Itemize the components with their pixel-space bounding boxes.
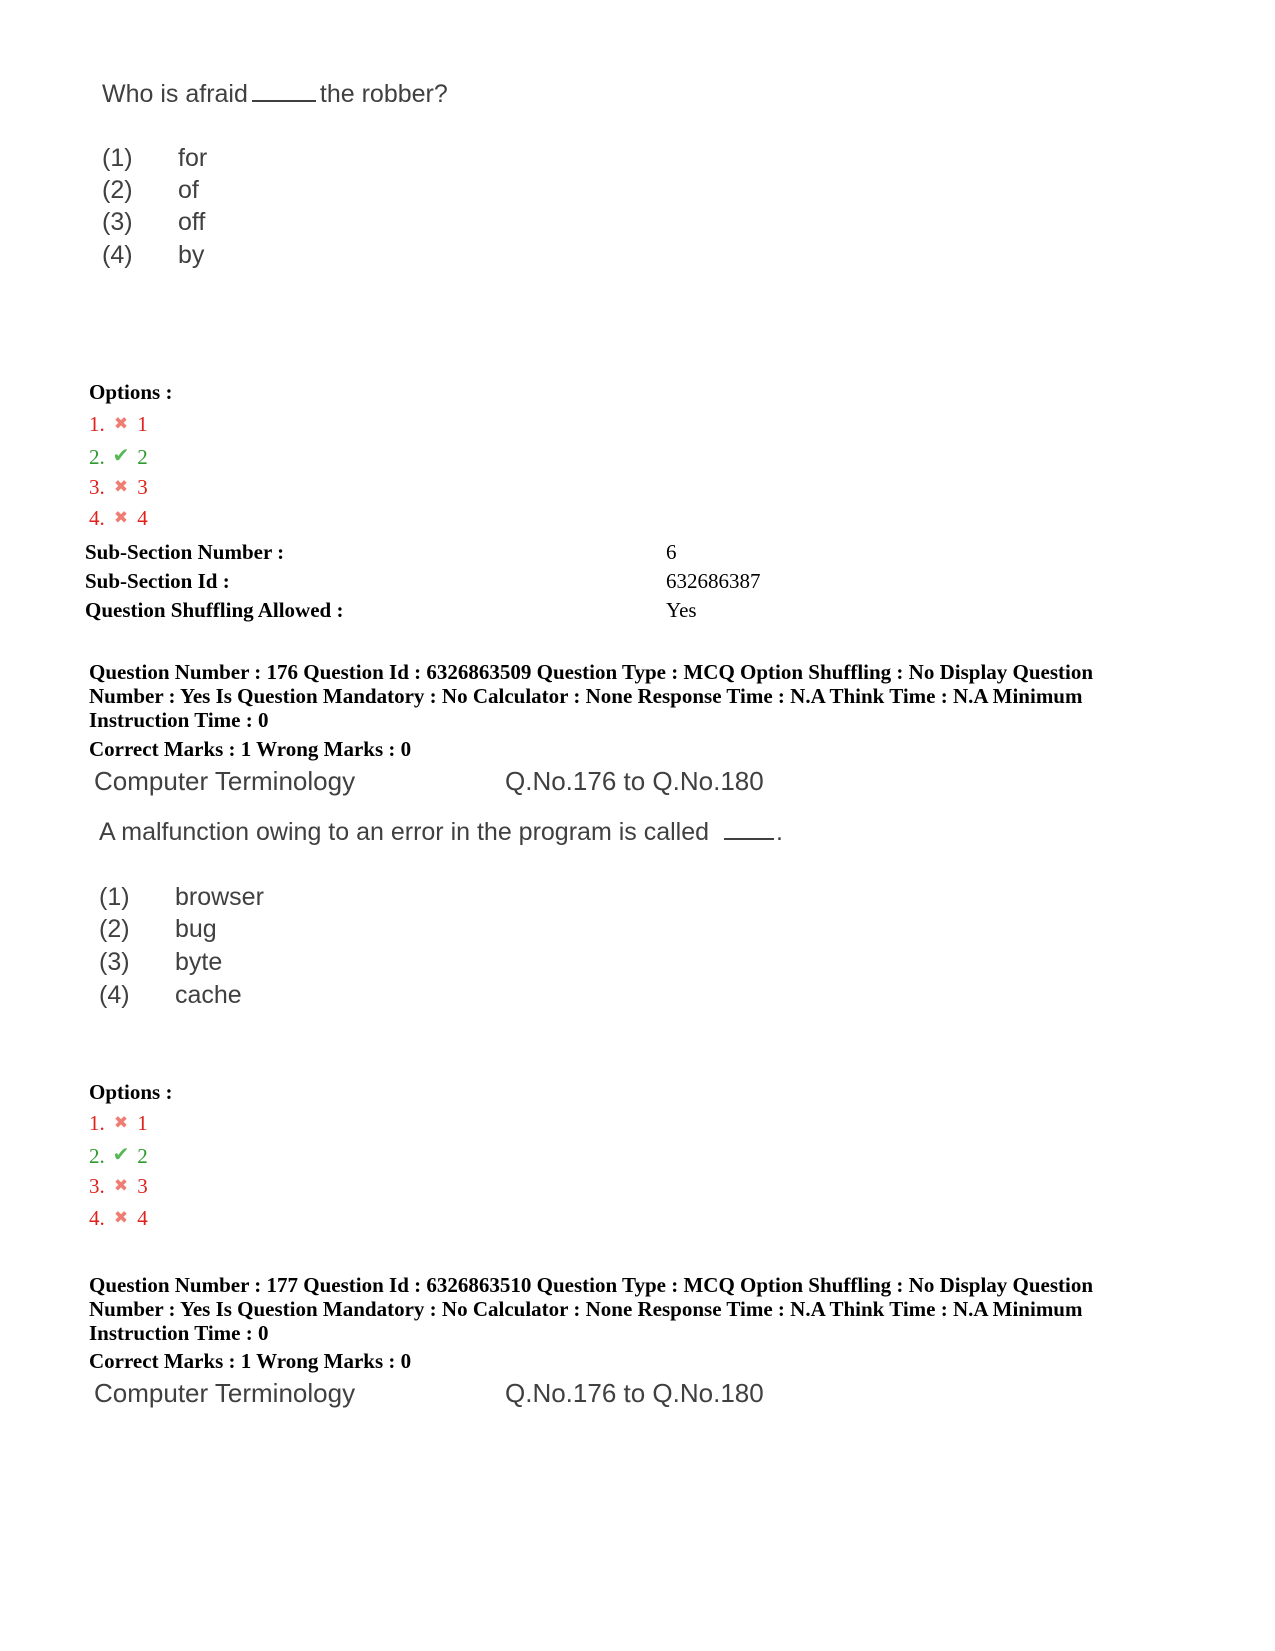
q175-choice bbox=[102, 241, 204, 270]
q176-choice bbox=[99, 948, 222, 977]
option-value: 3 bbox=[137, 1174, 148, 1198]
option-item bbox=[89, 475, 148, 500]
q176-section-range: Q.No.176 to Q.No.180 bbox=[505, 766, 764, 796]
option-item bbox=[89, 1142, 148, 1169]
options-label: Options : bbox=[89, 1080, 173, 1104]
q175-choice bbox=[102, 144, 207, 173]
option-item bbox=[89, 443, 148, 470]
option-number: 3. bbox=[89, 475, 105, 499]
cross-icon: ✖ bbox=[113, 414, 129, 433]
option-value: 1 bbox=[137, 1111, 148, 1135]
choice-number: (3) bbox=[102, 208, 133, 236]
q175-text-after: the robber? bbox=[319, 80, 448, 108]
subsection-id-label: Sub-Section Id : bbox=[85, 569, 230, 593]
choice-text: browser bbox=[175, 883, 264, 911]
choice-number: (3) bbox=[99, 948, 130, 976]
choice-text: of bbox=[178, 176, 199, 204]
option-value: 2 bbox=[137, 445, 148, 469]
choice-text: for bbox=[178, 144, 208, 172]
choice-number: (1) bbox=[102, 144, 133, 172]
option-value: 3 bbox=[137, 475, 148, 499]
choice-number: (4) bbox=[102, 241, 133, 269]
q177-section-title: Computer Terminology bbox=[94, 1378, 356, 1408]
option-value: 2 bbox=[137, 1144, 148, 1168]
subsection-number-value: 6 bbox=[666, 540, 677, 564]
fill-blank bbox=[252, 80, 316, 102]
choice-text: byte bbox=[175, 948, 223, 976]
choice-number: (2) bbox=[99, 915, 130, 943]
choice-text: by bbox=[178, 241, 205, 269]
option-item bbox=[89, 1174, 148, 1199]
q176-choice bbox=[99, 883, 264, 912]
cross-icon: ✖ bbox=[113, 1113, 129, 1132]
option-number: 3. bbox=[89, 1174, 105, 1198]
shuffling-value: Yes bbox=[666, 598, 697, 622]
q176-text-after: . bbox=[776, 818, 783, 846]
option-number: 2. bbox=[89, 445, 105, 469]
subsection-id-value: 632686387 bbox=[666, 569, 761, 593]
option-value: 4 bbox=[137, 506, 148, 530]
cross-icon: ✖ bbox=[113, 508, 129, 527]
option-number: 1. bbox=[89, 1111, 105, 1135]
option-number: 4. bbox=[89, 506, 105, 530]
q176-meta: Question Number : 176 Question Id : 6326863509 Question Type : MCQ Option Shuffling : No Display Question Number : Yes Is Question Mandatory : No Calculator : None Response Time : N.A Think Time : N.A Minimum Instruction Time : 0 bbox=[89, 660, 1094, 732]
subsection-number-label: Sub-Section Number : bbox=[85, 540, 285, 564]
choice-number: (4) bbox=[99, 981, 130, 1009]
cross-icon: ✖ bbox=[113, 1208, 129, 1227]
q177-section-range: Q.No.176 to Q.No.180 bbox=[505, 1378, 764, 1408]
q177-meta: Question Number : 177 Question Id : 6326863510 Question Type : MCQ Option Shuffling : No Display Question Number : Yes Is Question Mandatory : No Calculator : None Response Time : N.A Think Time : N.A Minimum Instruction Time : 0 bbox=[89, 1273, 1094, 1345]
fill-blank bbox=[724, 818, 774, 840]
q175-choice bbox=[102, 176, 199, 205]
options-label: Options : bbox=[89, 380, 173, 404]
option-item bbox=[89, 1206, 148, 1231]
q177-marks: Correct Marks : 1 Wrong Marks : 0 bbox=[89, 1349, 412, 1373]
check-icon: ✔ bbox=[112, 445, 130, 467]
option-item bbox=[89, 1111, 148, 1136]
choice-number: (1) bbox=[99, 883, 130, 911]
cross-icon: ✖ bbox=[113, 477, 129, 496]
q176-section-title: Computer Terminology bbox=[94, 766, 356, 796]
check-icon: ✔ bbox=[112, 1144, 130, 1166]
option-value: 4 bbox=[137, 1206, 148, 1230]
cross-icon: ✖ bbox=[113, 1176, 129, 1195]
q176-choice bbox=[99, 981, 242, 1010]
option-number: 4. bbox=[89, 1206, 105, 1230]
q176-question-text bbox=[99, 818, 783, 847]
q176-text-before: A malfunction owing to an error in the program is called bbox=[99, 818, 710, 846]
option-number: 2. bbox=[89, 1144, 105, 1168]
choice-text: off bbox=[178, 208, 206, 236]
q175-text-before: Who is afraid bbox=[102, 80, 248, 108]
q176-marks: Correct Marks : 1 Wrong Marks : 0 bbox=[89, 737, 412, 761]
shuffling-label: Question Shuffling Allowed : bbox=[85, 598, 344, 622]
option-item bbox=[89, 412, 148, 437]
option-number: 1. bbox=[89, 412, 105, 436]
choice-number: (2) bbox=[102, 176, 133, 204]
option-item bbox=[89, 506, 148, 531]
choice-text: cache bbox=[175, 981, 242, 1009]
q176-choice bbox=[99, 915, 217, 944]
option-value: 1 bbox=[137, 412, 148, 436]
q175-question-text bbox=[102, 80, 448, 109]
q175-choice bbox=[102, 208, 205, 237]
choice-text: bug bbox=[175, 915, 217, 943]
